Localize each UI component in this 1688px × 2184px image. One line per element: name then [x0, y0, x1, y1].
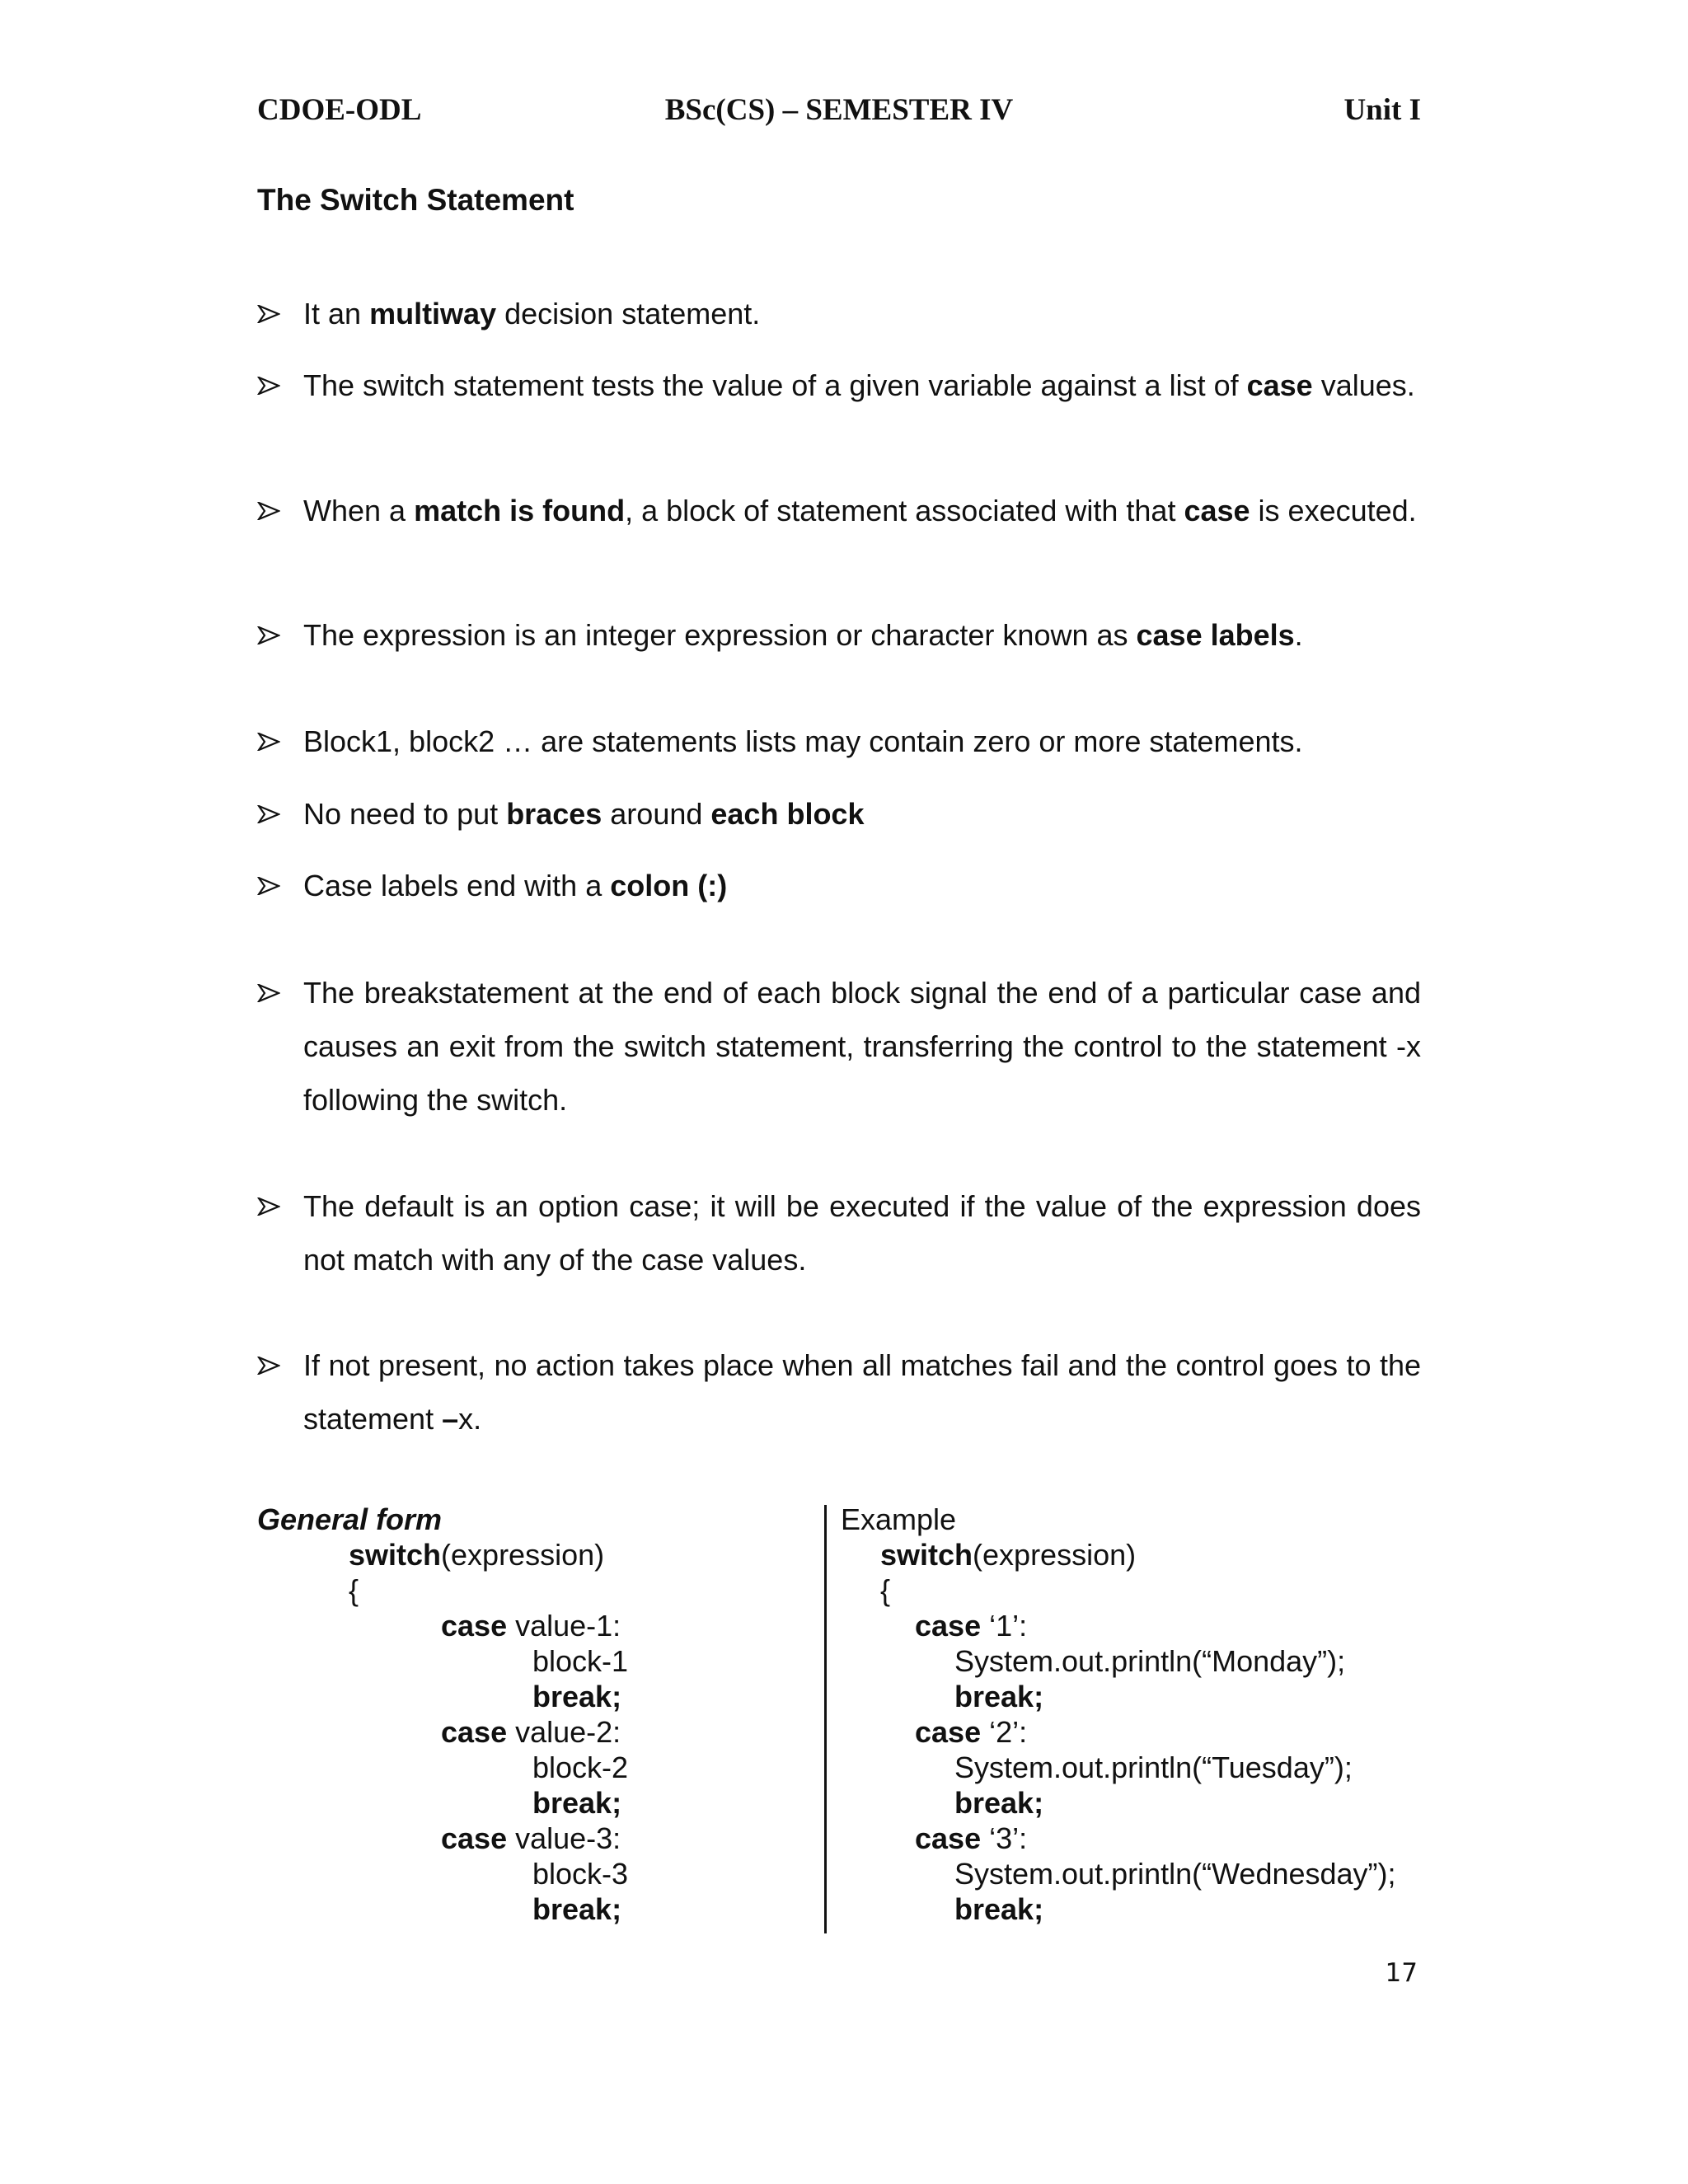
code-line	[954, 1750, 1353, 1785]
code-keyword: case	[915, 1715, 982, 1749]
code-text: {	[349, 1573, 359, 1607]
code-keyword: case	[915, 1821, 982, 1855]
bullet-text	[303, 359, 1421, 412]
code-keyword: case	[441, 1609, 508, 1643]
page-number: 17	[1385, 1958, 1418, 1988]
bullet-item	[257, 1338, 1421, 1446]
section-title: The Switch Statement	[257, 183, 574, 217]
bold-text: case	[1246, 368, 1313, 402]
bullet-text	[303, 484, 1421, 537]
code-text: ‘1’:	[981, 1609, 1028, 1643]
text-segment: around	[602, 797, 711, 831]
code-line	[532, 1643, 628, 1679]
code-keyword: break;	[954, 1680, 1044, 1713]
bold-text: braces	[506, 797, 603, 831]
arrow-bullet-icon	[257, 1338, 297, 1392]
code-keyword: break;	[532, 1786, 622, 1820]
bold-text: case	[1184, 494, 1250, 527]
text-segment: It an	[303, 297, 370, 330]
code-text: System.out.println(“Tuesday”);	[954, 1750, 1353, 1784]
bullet-text	[303, 715, 1421, 768]
code-line	[441, 1608, 621, 1643]
code-keyword: switch	[349, 1538, 442, 1572]
bold-text: each block	[710, 797, 865, 831]
text-segment: Case labels end with a	[303, 869, 611, 902]
code-keyword: break;	[532, 1892, 622, 1926]
text-segment: The switch statement tests the value of a given variable against a list of	[303, 368, 1247, 402]
bullet-item	[257, 715, 1421, 768]
bullet-text	[303, 1338, 1421, 1446]
text-segment: The breakstatement at the end of each block signal the end of a particular case and causes an exit from the switch statement, transferring the control to the statement -x following the switch.	[303, 976, 1421, 1117]
code-text: block-1	[532, 1644, 629, 1678]
code-keyword: case	[441, 1821, 508, 1855]
header-course: BSc(CS) – SEMESTER IV	[664, 93, 1014, 127]
bullet-text	[303, 859, 1421, 912]
code-keyword: case	[915, 1609, 982, 1643]
code-line	[954, 1679, 1043, 1714]
bullet-item	[257, 966, 1421, 1127]
text-segment: , a block of statement associated with that	[625, 494, 1184, 527]
column-divider	[824, 1505, 827, 1933]
arrow-bullet-icon	[257, 484, 297, 537]
code-text: ‘2’:	[981, 1715, 1028, 1749]
text-segment: If not present, no action takes place when all matches fail and the control goes to the statement	[303, 1348, 1421, 1436]
general-form-heading: General form	[257, 1502, 443, 1536]
bullet-item	[257, 287, 1421, 340]
code-line	[532, 1679, 621, 1714]
code-line	[349, 1572, 359, 1608]
code-keyword: break;	[532, 1680, 622, 1713]
code-text: System.out.println(“Wednesday”);	[954, 1857, 1396, 1891]
arrow-bullet-icon	[257, 287, 297, 340]
code-line	[441, 1714, 621, 1750]
code-line	[532, 1750, 628, 1785]
code-keyword: case	[441, 1715, 508, 1749]
bold-text: –	[442, 1402, 459, 1436]
code-text: System.out.println(“Monday”);	[954, 1644, 1346, 1678]
code-line	[441, 1821, 621, 1856]
code-text: (expression)	[973, 1538, 1137, 1572]
bullet-text	[303, 787, 1421, 841]
code-keyword: switch	[880, 1538, 973, 1572]
text-segment: .	[1294, 618, 1303, 652]
arrow-bullet-icon	[257, 859, 297, 912]
example-heading: Example	[841, 1502, 957, 1536]
code-text: block-2	[532, 1750, 629, 1784]
code-line	[880, 1572, 890, 1608]
code-line	[915, 1608, 1027, 1643]
text-segment: The expression is an integer expression or character known as	[303, 618, 1137, 652]
text-segment: The default is an option case; it will be executed if the value of the expression does not match with any of the case values.	[303, 1189, 1421, 1277]
bullet-text	[303, 287, 1421, 340]
bullet-item	[257, 359, 1421, 412]
bold-text: colon (:)	[610, 869, 728, 902]
text-segment: No need to put	[303, 797, 507, 831]
arrow-bullet-icon	[257, 608, 297, 662]
bullet-text	[303, 966, 1421, 1127]
code-text: block-3	[532, 1857, 629, 1891]
bullet-item	[257, 859, 1421, 912]
arrow-bullet-icon	[257, 359, 297, 412]
text-segment: Block1, block2 … are statements lists may contain zero or more statements.	[303, 724, 1303, 758]
code-line	[349, 1537, 604, 1572]
arrow-bullet-icon	[257, 966, 297, 1019]
bullet-item	[257, 484, 1421, 537]
arrow-bullet-icon	[257, 715, 297, 768]
code-line	[954, 1643, 1345, 1679]
code-line	[954, 1891, 1043, 1927]
bullet-item	[257, 1179, 1421, 1286]
code-text: ‘3’:	[981, 1821, 1028, 1855]
code-text: value-1:	[507, 1609, 621, 1643]
bullet-item	[257, 787, 1421, 841]
arrow-bullet-icon	[257, 787, 297, 841]
code-line	[915, 1821, 1027, 1856]
text-segment: decision statement.	[496, 297, 761, 330]
bold-text: case labels	[1136, 618, 1295, 652]
code-text: value-3:	[507, 1821, 621, 1855]
header-unit: Unit I	[1343, 93, 1421, 127]
text-segment: values.	[1312, 368, 1415, 402]
bullet-text	[303, 608, 1421, 662]
code-line	[880, 1537, 1136, 1572]
code-line	[954, 1785, 1043, 1821]
code-text: {	[880, 1573, 891, 1607]
code-line	[915, 1714, 1027, 1750]
header-institution: CDOE-ODL	[257, 93, 422, 127]
bullet-text	[303, 1179, 1421, 1286]
arrow-bullet-icon	[257, 1179, 297, 1233]
code-line	[532, 1785, 621, 1821]
code-line	[532, 1891, 621, 1927]
text-segment: When a	[303, 494, 415, 527]
code-keyword: break;	[954, 1786, 1044, 1820]
code-keyword: break;	[954, 1892, 1044, 1926]
bold-text: multiway	[369, 297, 497, 330]
code-line	[954, 1856, 1396, 1891]
code-line	[532, 1856, 628, 1891]
page-header	[257, 92, 1421, 134]
text-segment: x.	[458, 1402, 482, 1436]
bullet-item	[257, 608, 1421, 662]
code-text: value-2:	[507, 1715, 621, 1749]
text-segment: is executed.	[1250, 494, 1417, 527]
bold-text: match is found	[414, 494, 626, 527]
code-text: (expression)	[441, 1538, 605, 1572]
